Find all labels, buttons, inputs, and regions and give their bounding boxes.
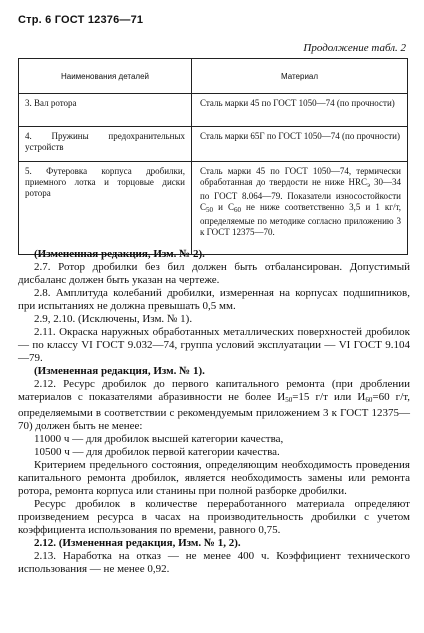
paragraph: Ресурс дробилок в количестве переработанного материала определяют произведением ресурса в часах на производительность дробилки с учетом коэффициента использования по времени, равного 0,75. (18, 498, 410, 536)
column-header-material: Материал (192, 59, 408, 94)
paragraph: 2.7. Ротор дробилки без бил должен быть отбалансирован. Допустимый дисбаланс должен быть указан на чертеже. (18, 261, 410, 286)
part-material: Сталь марки 45 по ГОСТ 1050—74 (по прочности) (192, 94, 408, 127)
amendment-note: (Измененная редакция, Изм. № 2). (34, 248, 205, 260)
paragraph: 2.11. Окраска наружных обработанных металлических поверхностей дробилок — по классу VI ГОСТ 9.032—74, группа условий эксплуатации — VI ГОСТ 9.104—79. (18, 326, 410, 364)
table-continuation-label: Продолжение табл. 2 (303, 42, 406, 54)
column-header-parts: Наименования деталей (19, 59, 192, 94)
amendment-note: 2.12. (Измененная редакция, Изм. № 1, 2). (34, 537, 241, 549)
part-name: 5. Футеровка корпуса дробилки, приемного лотка и торцовые диски ротора (19, 162, 192, 255)
paragraph: Критерием предельного состояния, определяющим необходимость проведения капитального ремонта дробилок, является необходимость замены или ремонта ротора, ремонта корпуса или станины при полной разборке дробилки. (18, 459, 410, 497)
page-header: Стр. 6 ГОСТ 12376—71 (18, 14, 144, 26)
paragraph: 2.8. Амплитуда колебаний дробилки, измеренная на корпусах подшипников, при испытаниях не должна превышать 0,5 мм. (18, 287, 410, 312)
part-name: 3. Вал ротора (19, 94, 192, 127)
paragraph: 2.9, 2.10. (Исключены, Изм. № 1). (34, 313, 193, 325)
table-row (19, 94, 408, 127)
paragraph: 2.12. Ресурс дробилок до первого капитального ремонта (при дроблении материалов с показателями абразивности не более $И_{50}=15$ г/т или $И_{60}=60$ г/т, определяемыми в соответствии с рекомендуемым приложением 3 к ГОСТ 12375—70) должен быть не менее: (18, 378, 410, 432)
part-material: Сталь марки 65Г по ГОСТ 1050—74 (по прочности) (192, 127, 408, 162)
paragraph: 2.13. Наработка на отказ — не менее 400 ч. Коэффициент технического использования — не менее 0,92. (18, 550, 410, 575)
amendment-note: (Измененная редакция, Изм. № 1). (34, 365, 205, 377)
materials-table (18, 58, 408, 255)
paragraph: 10500 ч — для дробилок первой категории качества. (34, 446, 280, 458)
part-name: 4. Пружины предохранительных устройств (19, 127, 192, 162)
body-text (18, 248, 410, 576)
table-row (19, 127, 408, 162)
part-material: Сталь марки 45 по ГОСТ 1050—74, термически обработанная до твердости не ниже $HRC_э$ 30—34 по ГОСТ 8.064—79. Показатели износостойкости $С_{50}$ и $С_{60}$ не ниже соответственно 3,5 и 1 кг/т, определяемые по методике согласно приложению 3 к ГОСТ 12375—70. (192, 162, 408, 255)
table-row (19, 162, 408, 255)
paragraph: 11000 ч — для дробилок высшей категории качества, (34, 433, 284, 445)
